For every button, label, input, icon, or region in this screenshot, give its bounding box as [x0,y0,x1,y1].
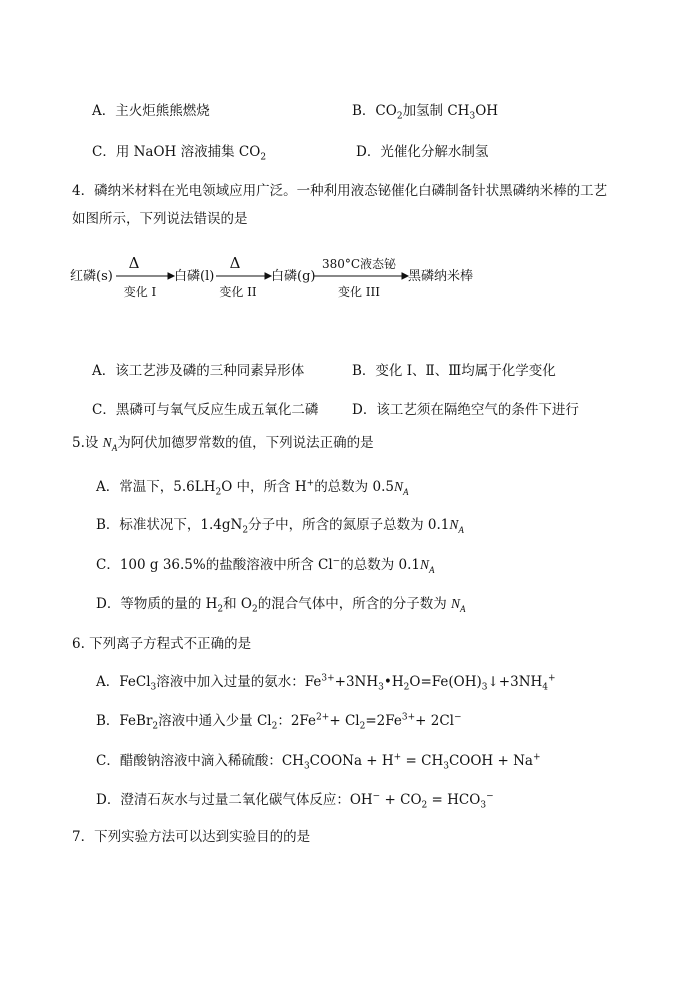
arrow2-bottom-label: 变化 II [219,285,257,299]
q3-option-a: A．主火炬熊熊燃烧 [92,103,210,119]
white-phosphorus-liquid-label: 白磷(l) [174,269,215,284]
q4-option-b: B．变化 I、Ⅱ、Ⅲ均属于化学变化 [352,363,556,379]
white-phosphorus-gas-label: 白磷(g) [271,269,316,284]
q5-option-a: A．常温下，$5.6LH_2O$ 中，所含 H+的总数为 $0.5N_A$ [96,478,409,498]
red-phosphorus-label: 红磷(s) [70,269,113,284]
arrow3-bottom-label: 变化 III [337,285,381,299]
arrow2-top-label: Δ [229,254,241,272]
q3-option-c: C．用 NaOH 溶液捕集 $CO_2$ [92,144,267,163]
phosphorus-process-diagram [70,254,490,304]
q4-stem-line1: 4．磷纳米材料在光电领域应用广泛。一种利用液态铋催化白磷制备针状黑磷纳米棒的工艺 [72,183,608,199]
black-phosphorus-nanorod-label: 黑磷纳米棒 [408,269,474,284]
q5-option-c: C．100 g 36.5%的盐酸溶液中所含 Cl−的总数为 $0.1N_A$ [96,556,435,575]
q4-option-a: A．该工艺涉及磷的三种同素异形体 [92,363,305,379]
q5-stem: 5.设 $N_A$为阿伏加德罗常数的值，下列说法正确的是 [72,435,374,453]
q6-option-c: C．醋酸钠溶液中滴入稀硫酸：$CH_3COONa + H^+$ = $CH_3COOH + Na^+$ [96,752,541,772]
q7-stem: 7．下列实验方法可以达到实验目的的是 [72,829,311,845]
arrow1-top-label: Δ [128,254,140,272]
q4-stem-line2: 如图所示，下列说法错误的是 [72,211,248,227]
q5-option-b: B．标准状况下，$1.4gN_2$分子中，所含的氮原子总数为 $0.1N_A$ [96,517,464,536]
q6-option-d: D．澄清石灰水与过量二氧化碳气体反应：$OH^- + CO_2 = HCO_3^-$ [96,791,494,811]
q6-stem: 6. 下列离子方程式不正确的是 [72,636,252,652]
q3-option-b: B．$CO_2$加氢制 $CH_3OH$ [352,103,499,122]
q6-option-a: A．FeCl$_3$溶液中加入过量的氨水：$Fe^{3+}+3NH_3•H_2O=Fe(OH)_3↓+3NH_4^+$ [96,673,556,693]
q5-option-d: D．等物质的量的 $H_2$和 $O_2$的混合气体中，所含的分子数为 $N_A$ [96,596,466,615]
q4-option-c: C．黑磷可与氧气反应生成五氧化二磷 [92,402,319,418]
q4-option-d: D．该工艺须在隔绝空气的条件下进行 [352,402,579,418]
arrow1-bottom-label: 变化 I [123,285,157,299]
q6-option-b: B．FeBr$_2$溶液中通入少量 $Cl_2$：$2Fe^{2+}+ Cl_2=2Fe^{3+}+ 2Cl^-$ [96,712,462,732]
q3-option-d: D．光催化分解水制氢 [356,144,489,160]
arrow3-top-label: 380°C液态铋 [321,257,397,271]
